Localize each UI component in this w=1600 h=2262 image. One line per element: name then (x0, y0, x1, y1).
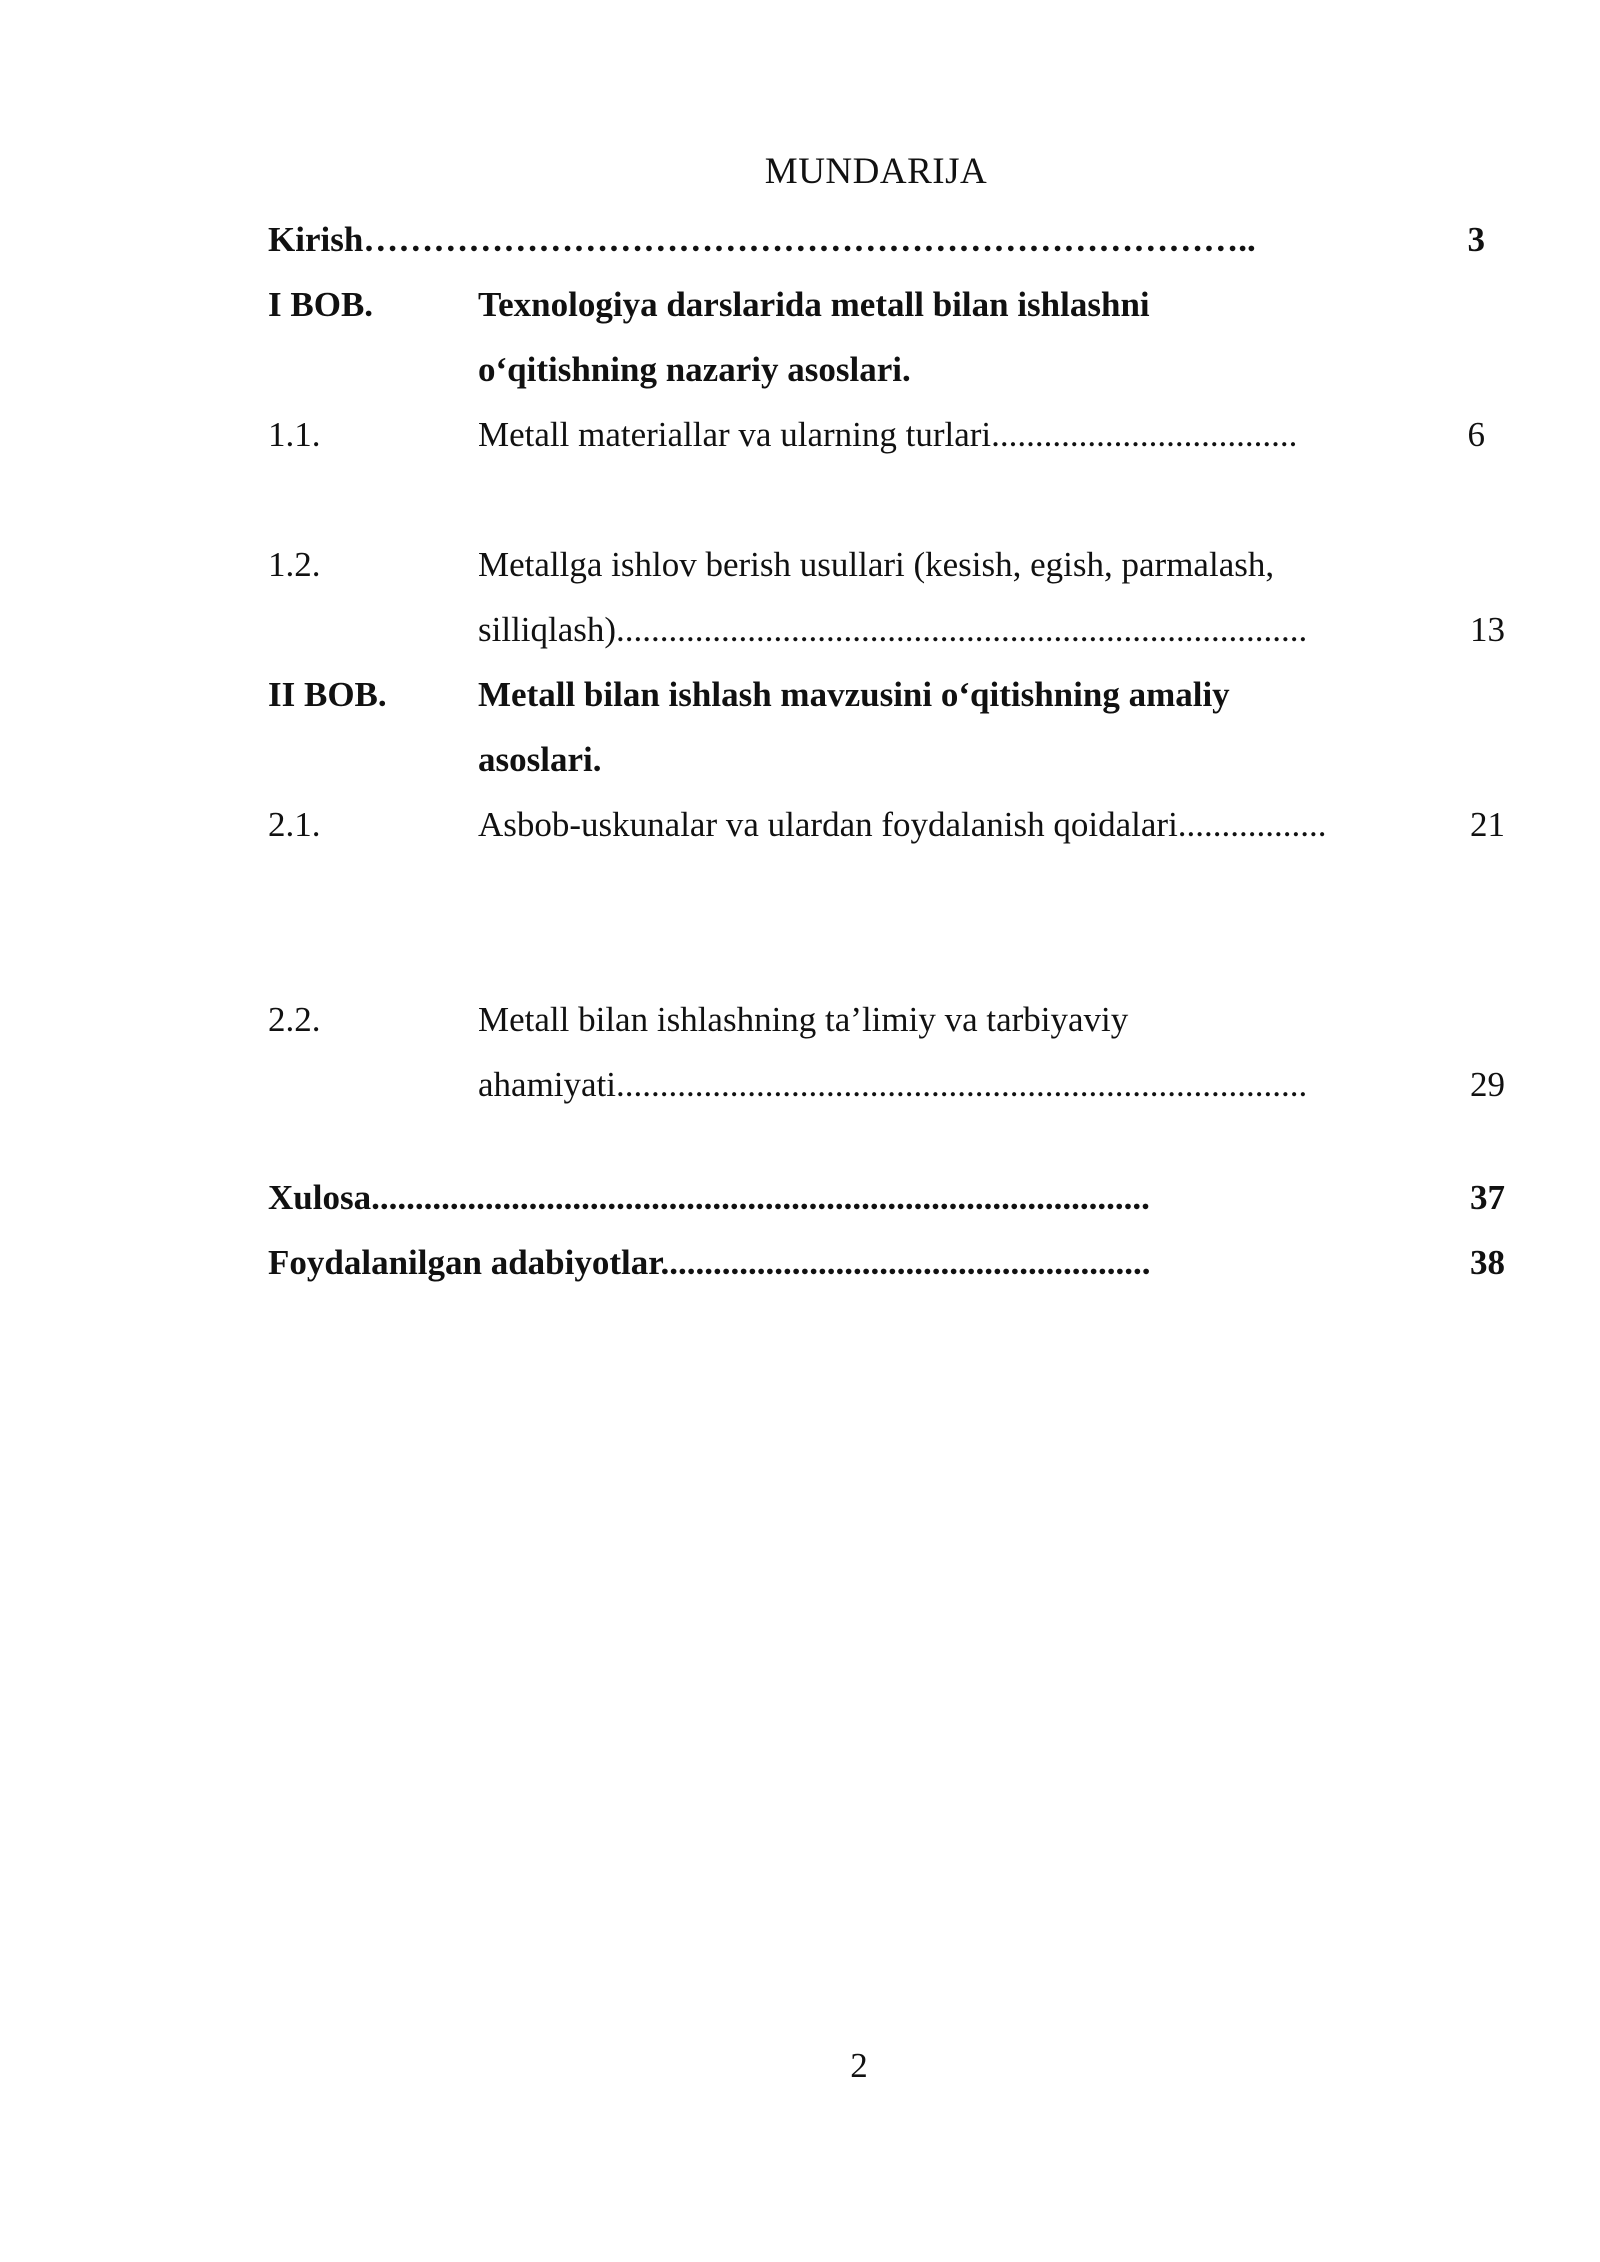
toc-chapter-title-2-line2: asoslari. (478, 740, 602, 779)
toc-section-title-2-1: Asbob-uskunalar va ulardan foydalanish qoidalari................. (478, 805, 1327, 844)
toc-section-number-2-1: 2.1. (268, 805, 321, 844)
toc-page-1-2: 13 (1470, 610, 1505, 649)
toc-chapter-title-1-line2: o‘qitishning nazariy asoslari. (478, 350, 911, 389)
toc-entry-kirish: Kirish………………………………………………………………….. (268, 220, 1256, 259)
page-number: 2 (850, 2046, 868, 2085)
toc-chapter-title-2-line1: Metall bilan ishlash mavzusini o‘qitishning amaliy (478, 675, 1230, 714)
toc-page-1-1: 6 (1467, 415, 1485, 454)
toc-section-title-1-2-line1: Metallga ishlov berish usullari (kesish, egish, parmalash, (478, 545, 1275, 584)
page-title: MUNDARIJA (764, 151, 988, 192)
toc-page-adabiyotlar: 38 (1470, 1243, 1505, 1282)
toc-entry-xulosa: Xulosa......................................................................................... (268, 1178, 1150, 1217)
toc-page-2-1: 21 (1470, 805, 1505, 844)
toc-section-number-2-2: 2.2. (268, 1000, 321, 1039)
toc-chapter-number-2: II BOB. (268, 675, 387, 714)
toc-section-title-1-2-line2: silliqlash)............................................................................... (478, 610, 1308, 649)
toc-section-number-1-1: 1.1. (268, 415, 321, 454)
toc-page-xulosa: 37 (1470, 1178, 1505, 1217)
toc-chapter-title-1-line1: Texnologiya darslarida metall bilan ishlashni (478, 285, 1150, 324)
toc-chapter-number-1: I BOB. (268, 285, 374, 324)
toc-section-title-2-2-line2: ahamiyati............................................................................... (478, 1065, 1308, 1104)
toc-page-2-2: 29 (1470, 1065, 1505, 1104)
toc-entry-adabiyotlar: Foydalanilgan adabiyotlar........................................................ (268, 1243, 1151, 1282)
toc-section-title-2-2-line1: Metall bilan ishlashning ta’limiy va tarbiyaviy (478, 1000, 1129, 1039)
toc-section-title-1-1: Metall materiallar va ularning turlari................................... (478, 415, 1298, 454)
toc-section-number-1-2: 1.2. (268, 545, 321, 584)
toc-page-kirish: 3 (1467, 220, 1485, 259)
